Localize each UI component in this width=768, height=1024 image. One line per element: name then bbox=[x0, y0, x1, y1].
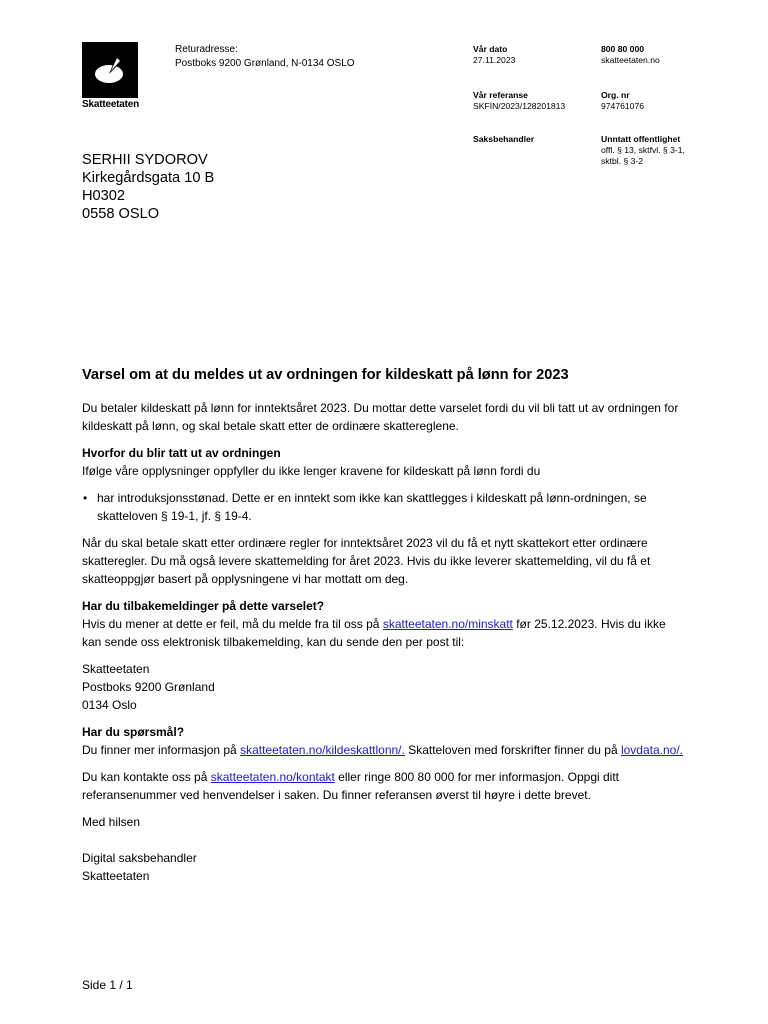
paragraph-2: Ifølge våre opplysninger oppfyller du ikke lenger kravene for kildeskatt på lønn fordi du bbox=[82, 464, 541, 478]
kontakt-link[interactable]: skatteetaten.no/kontakt bbox=[210, 770, 335, 784]
unntatt-label: Unntatt offentlighet bbox=[601, 134, 681, 144]
recipient-postal: 0558 OSLO bbox=[82, 206, 160, 222]
heading-questions: Har du spørsmål? bbox=[82, 725, 185, 739]
org-nr-label: Org. nr bbox=[601, 90, 630, 100]
saksbehandler-label: Saksbehandler bbox=[473, 134, 535, 144]
postal-name: Skatteetaten bbox=[82, 662, 150, 676]
recipient-street: Kirkegårdsgata 10 B bbox=[82, 170, 215, 186]
minskatt-link[interactable]: skatteetaten.no/minskatt bbox=[382, 617, 513, 631]
paragraph-6-line-2: referansenummer ved henvendelser i saken. Du finner referansen øverst til høyre i dette brevet. bbox=[82, 788, 591, 802]
phone-number: 800 80 000 bbox=[601, 44, 645, 54]
bullet-icon: • bbox=[83, 491, 88, 505]
paragraph-3-line-3: skatteoppgjør basert på opplysningene vi har mottatt om deg. bbox=[82, 572, 409, 586]
kildeskattlonn-link[interactable]: skatteetaten.no/kildeskattlonn/. bbox=[240, 743, 405, 757]
lovdata-link[interactable]: lovdata.no/. bbox=[620, 743, 684, 757]
var-dato-value: 27.11.2023 bbox=[473, 55, 516, 65]
paragraph-5-mid: Skatteloven med forskrifter finner du på bbox=[404, 743, 621, 757]
paragraph-6-line-1 bbox=[82, 768, 732, 786]
list-item bbox=[82, 489, 732, 525]
heading-why: Hvorfor du blir tatt ut av ordningen bbox=[82, 446, 281, 460]
paragraph-5 bbox=[82, 741, 732, 759]
logo-mark-icon bbox=[82, 42, 138, 98]
contact-block bbox=[601, 44, 660, 66]
paragraph-6-post: eller ringe 800 80 000 for mer informasjon. Oppgi ditt bbox=[334, 770, 619, 784]
return-address-value: Postboks 9200 Grønland, N-0134 OSLO bbox=[175, 58, 355, 69]
website: skatteetaten.no bbox=[601, 55, 660, 65]
closing: Med hilsen bbox=[82, 815, 141, 829]
var-referanse-label: Vår referanse bbox=[473, 90, 528, 100]
paragraph-4-pre: Hvis du mener at dette er feil, må du melde fra til oss på bbox=[82, 617, 383, 631]
unntatt-line2: sktbl. § 3-2 bbox=[601, 156, 644, 166]
postal-city: 0134 Oslo bbox=[82, 698, 137, 712]
skatteetaten-logo bbox=[82, 42, 138, 98]
paragraph-6-pre: Du kan kontakte oss på bbox=[82, 770, 211, 784]
signature-line-1: Digital saksbehandler bbox=[82, 851, 197, 865]
postal-street: Postboks 9200 Grønland bbox=[82, 680, 215, 694]
var-dato-block bbox=[473, 44, 515, 66]
recipient-address bbox=[82, 151, 214, 223]
var-dato-label: Vår dato bbox=[473, 44, 508, 54]
logo-name: Skatteetaten bbox=[82, 99, 140, 110]
recipient-unit: H0302 bbox=[82, 188, 126, 204]
bullet-line-2: skatteloven § 19-1, jf. § 19-4. bbox=[97, 509, 252, 523]
letter-title: Varsel om at du meldes ut av ordningen for kildeskatt på lønn for 2023 bbox=[82, 367, 569, 383]
letter-body bbox=[82, 399, 732, 885]
org-nr-block bbox=[601, 90, 644, 112]
unntatt-line1: offl. § 13, sktfvl. § 3-1, bbox=[601, 145, 685, 155]
paragraph-4-line-2: kan sende oss elektronisk tilbakemelding, kan du sende den per post til: bbox=[82, 635, 465, 649]
paragraph-4-line-1 bbox=[82, 615, 732, 633]
saksbehandler-block bbox=[473, 134, 534, 145]
paragraph-5-pre: Du finner mer informasjon på bbox=[82, 743, 241, 757]
bullet-line-1: har introduksjonsstønad. Dette er en inntekt som ikke kan skattlegges i kildeskatt på lønn-ordningen, se bbox=[97, 491, 647, 505]
unntatt-block bbox=[601, 134, 685, 167]
paragraph-3-line-1: Når du skal betale skatt etter ordinære regler for inntektsåret 2023 vil du få et nytt skattekort etter ordinære bbox=[82, 536, 648, 550]
heading-feedback: Har du tilbakemeldinger på dette varselet? bbox=[82, 599, 325, 613]
page-number: Side 1 / 1 bbox=[82, 978, 133, 992]
paragraph-1-line-1: Du betaler kildeskatt på lønn for inntektsåret 2023. Du mottar dette varselet fordi du vil bli tatt ut av ordningen for bbox=[82, 401, 679, 415]
var-referanse-value: SKFIN/2023/128201813 bbox=[473, 101, 566, 111]
var-referanse-block bbox=[473, 90, 565, 112]
paragraph-1-line-2: kildeskatt på lønn, og skal betale skatt etter de ordinære skattereglene. bbox=[82, 419, 459, 433]
recipient-name: SERHII SYDOROV bbox=[82, 152, 208, 168]
return-address-label: Returadresse: bbox=[175, 44, 238, 55]
paragraph-4-post: før 25.12.2023. Hvis du ikke bbox=[512, 617, 666, 631]
paragraph-3-line-2: skatteregler. Du må også levere skattemelding for året 2023. Hvis du ikke leverer skattemelding, vil du få et bbox=[82, 554, 651, 568]
org-nr-value: 974761076 bbox=[601, 101, 645, 111]
signature-line-2: Skatteetaten bbox=[82, 869, 150, 883]
